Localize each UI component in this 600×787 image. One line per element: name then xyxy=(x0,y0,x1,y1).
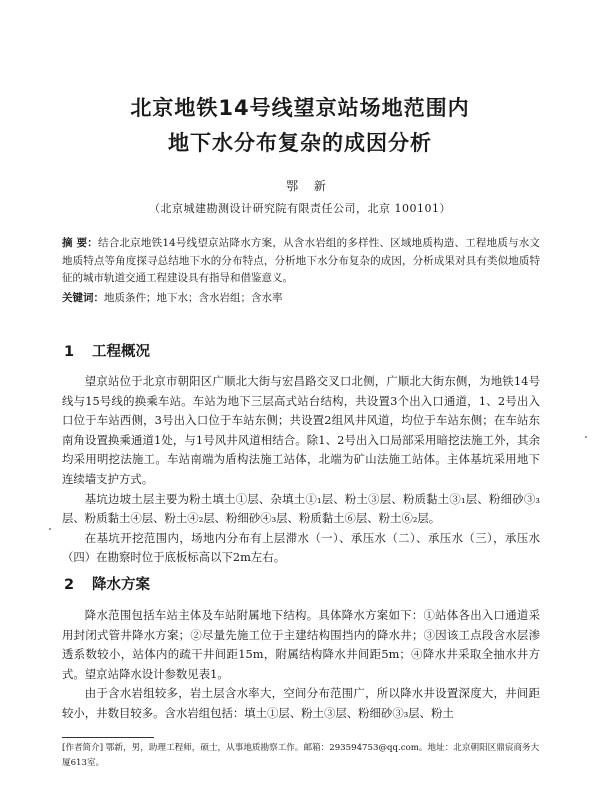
paragraph: 在基坑开挖范围内，场地内分布有上层滞水（一）、承压水（二）、承压水（三），承压水（四）在勘察时位于底板标高以下2m左右。 xyxy=(62,530,540,565)
keywords xyxy=(62,290,540,307)
section-number-1: 1 xyxy=(64,344,75,360)
keywords-text: 地质条件；地下水；含水岩组；含水率 xyxy=(104,292,283,304)
abstract-label: 摘 要： xyxy=(62,237,99,249)
paragraph: 降水范围包括车站主体及车站附属地下结构。具体降水方案如下：①站体各出入口通道采用封闭式管井降水方案；②尽量先施工位于主建结构围挡内的降水井；③因该工点段含水层渗透系数较小，站体内的疏干井间距15m，附属结构降水井间距5m；④降水井采取全抽水井方式。望京站降水设计参数见表1。 xyxy=(62,608,540,681)
section-number-2: 2 xyxy=(64,577,75,593)
scan-speck xyxy=(49,528,51,530)
section-heading-1 xyxy=(64,340,150,361)
author-affiliation: （北京城建勘测设计研究院有限责任公司，北京 100101） xyxy=(149,202,451,215)
section-title-2: 降水方案 xyxy=(92,577,150,593)
abstract xyxy=(62,235,540,288)
author-name: 鄂 新 xyxy=(286,179,332,193)
footnote-author-bio: [作者简介] 鄂新，男，助理工程师，硕士，从事地质勘察工作。邮箱：293594753@qq.com。地址：北京朝阳区鼎宸商务大厦613室。 xyxy=(62,743,540,768)
keywords-label: 关键词： xyxy=(62,292,104,304)
paper-title-line1: 北京地铁14号线望京站场地范围内 xyxy=(130,96,470,120)
paragraph: 由于含水岩组较多，岩土层含水率大，空间分布范围广，所以降水井设置深度大，井间距较小，井数目较多。含水岩组包括：填土①层、粉土③层、粉细砂③₃层、粉土 xyxy=(62,686,540,720)
section-title-1: 工程概况 xyxy=(92,344,150,360)
footnote-divider xyxy=(62,737,154,738)
section-2-body xyxy=(62,606,540,724)
paper-title-line2: 地下水分布复杂的成因分析 xyxy=(168,131,432,155)
scan-speck xyxy=(585,436,587,438)
paragraph: 基坑边坡土层主要为粉土填土①层、杂填土①₁层、粉土③层、粉质黏土③₁层、粉细砂③₃层、粉质黏土④层、粉土④₂层、粉细砂④₃层、粉质黏土⑥层、粉土⑥₂层。 xyxy=(62,491,540,526)
section-1-body xyxy=(62,372,540,568)
paragraph: 望京站位于北京市朝阳区广顺北大街与宏昌路交叉口北侧，广顺北大街东侧，为地铁14号线与15号线的换乘车站。车站为地下三层高式站台结构，共设置3个出入口通道，1、2号出入口位于车站西侧，3号出入口位于车站东侧；共设置2组风井风道，均位于车站东侧；在车站东南角设置换乘通道1处，与1号风井风道相结合。除1、2号出入口局部采用暗挖法施工外，其余均采用明挖法施工。车站南端为盾构法施工站体，北端为矿山法施工站体。主体基坑采用地下连续墙支护方式。 xyxy=(62,374,540,486)
abstract-text: 结合北京地铁14号线望京站降水方案，从含水岩组的多样性、区域地质构造、工程地质与水文地质特点等角度探寻总结地下水的分布特点，分析地下水分布复杂的成因，分析成果对具有类似地质特征的城市轨道交通工程建设具有指导和借鉴意义。 xyxy=(62,237,541,284)
section-heading-2 xyxy=(64,573,150,594)
